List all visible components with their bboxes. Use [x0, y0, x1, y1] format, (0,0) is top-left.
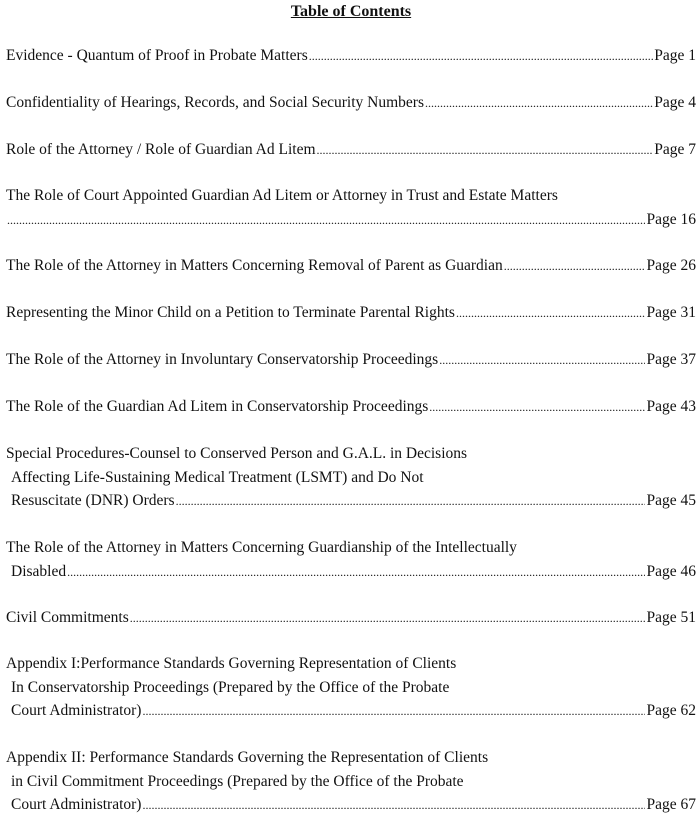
toc-entry[interactable] [6, 348, 696, 373]
toc-entry[interactable] [6, 138, 696, 163]
toc-leader-dots [504, 255, 646, 279]
toc-entry[interactable] [6, 442, 696, 514]
toc-entry[interactable] [6, 606, 696, 631]
toc-entry[interactable] [6, 395, 696, 420]
toc-entry[interactable] [6, 44, 696, 69]
toc-leader-dots [309, 45, 653, 69]
toc-page-number: Page 67 [646, 796, 696, 813]
toc-leader-dots [439, 349, 645, 373]
toc-page-number: Page 46 [646, 562, 696, 580]
toc-entry[interactable] [6, 184, 696, 232]
toc-entry-title-continued: in Civil Commitment Proceedings (Prepared by the Office of the Probate [11, 772, 464, 790]
toc-entry[interactable] [6, 91, 696, 116]
toc-page-number: Page 7 [654, 141, 696, 158]
toc-entry[interactable] [6, 301, 696, 326]
toc-entry-title: Special Procedures-Counsel to Conserved Person and G.A.L. in Decisions [6, 445, 468, 462]
toc-entry-title-continued: Court Administrator) [11, 796, 142, 813]
toc-entry-title: Appendix II: Performance Standards Governing the Representation of Clients [6, 749, 489, 766]
toc-leader-dots [7, 209, 645, 233]
toc-page-number: Page 62 [646, 702, 696, 719]
toc-entry-title-continued: Court Administrator) [11, 702, 142, 719]
toc-leader-dots [456, 302, 646, 326]
toc-entry-title: The Role of the Attorney in Matters Concerning Guardianship of the Intellectually [6, 539, 517, 556]
toc-entry-title: Role of the Attorney / Role of Guardian Ad Litem [6, 141, 316, 158]
toc-leader-dots [317, 139, 654, 163]
toc-page-number: Page 16 [646, 210, 696, 228]
toc-page-number: Page 37 [646, 351, 696, 368]
toc-entry-title-continued: In Conservatorship Proceedings (Prepared by the Office of the Probate [11, 678, 450, 696]
toc-title: Table of Contents [290, 3, 412, 20]
toc-leader-dots [142, 794, 645, 818]
toc-page-number: Page 45 [646, 492, 696, 509]
toc-entry-title-continued: Affecting Life-Sustaining Medical Treatment (LSMT) and Do Not [11, 468, 424, 486]
toc-entry-title: The Role of the Attorney in Involuntary Conservatorship Proceedings [6, 351, 439, 368]
toc-entry[interactable] [6, 536, 696, 584]
toc-entry-title: Evidence - Quantum of Proof in Probate Matters [6, 47, 308, 64]
toc-entry-title-continued: Resuscitate (DNR) Orders [11, 492, 175, 509]
toc-leader-dots [142, 700, 645, 724]
toc-page-number: Page 26 [646, 257, 696, 274]
toc-entry[interactable] [6, 254, 696, 279]
toc-page-number: Page 1 [654, 47, 696, 64]
toc-leader-dots [176, 490, 646, 514]
toc-page-number: Page 51 [646, 609, 696, 626]
toc-leader-dots [67, 561, 645, 585]
toc-entry-title: The Role of the Attorney in Matters Concerning Removal of Parent as Guardian [6, 257, 503, 274]
toc-page-number: Page 31 [646, 304, 696, 321]
toc-entry-title: Representing the Minor Child on a Petition to Terminate Parental Rights [6, 304, 455, 321]
toc-page-number: Page 4 [654, 94, 696, 111]
toc-entry[interactable] [6, 652, 696, 724]
toc-leader-dots [425, 92, 653, 116]
toc-entry-title: Appendix I:Performance Standards Governing Representation of Clients [6, 655, 457, 672]
toc-entry-title: Confidentiality of Hearings, Records, and Social Security Numbers [6, 94, 424, 111]
toc-entry-title: Civil Commitments [6, 609, 129, 626]
toc-entry-title: The Role of Court Appointed Guardian Ad Litem or Attorney in Trust and Estate Matters [6, 187, 558, 204]
toc-page-number: Page 43 [646, 398, 696, 415]
toc-entry-title-continued: Disabled [11, 562, 67, 580]
toc-entry-title: The Role of the Guardian Ad Litem in Conservatorship Proceedings [6, 398, 429, 415]
toc-leader-dots [429, 396, 645, 420]
toc-entry[interactable] [6, 746, 696, 818]
toc-leader-dots [130, 607, 646, 631]
